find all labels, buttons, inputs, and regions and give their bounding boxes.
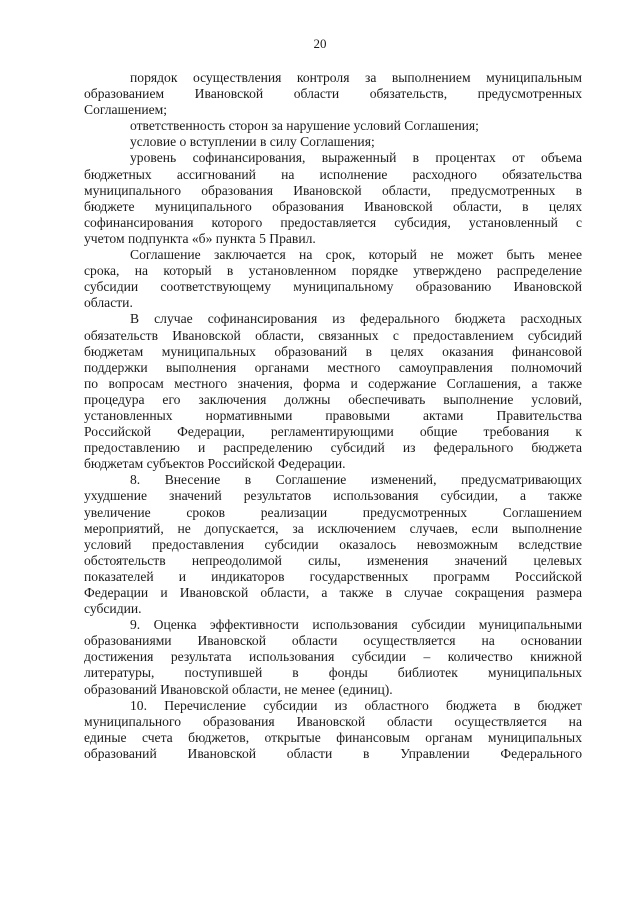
- text-line: образований Ивановской области, не менее (единиц).: [84, 681, 393, 697]
- text-line: 10. Перечисление субсидии из областного бюджета в бюджет: [130, 697, 582, 713]
- text-line: ответственность сторон за нарушение условий Соглашения;: [130, 118, 479, 134]
- text-line: субсидии соответствующему муниципальному образованию Ивановской: [84, 279, 582, 295]
- text-line: по вопросам местного значения, форма и содержание Соглашения, а также: [84, 375, 582, 391]
- text-line: условие о вступлении в силу Соглашения;: [130, 134, 375, 150]
- text-line: мероприятий, не допускается, за исключением случаев, если выполнение: [84, 520, 582, 536]
- text-line: уровень софинансирования, выраженный в процентах от объема: [130, 150, 582, 166]
- text-line: условий предоставления субсидии оказалось невозможным вследствие: [84, 536, 582, 552]
- text-line: Соглашением;: [84, 102, 168, 118]
- text-line: обязательств Ивановской области, связанных с предоставлением субсидий: [84, 327, 582, 343]
- text-line: муниципального образования Ивановской области осуществляется на: [84, 713, 582, 729]
- text-line: муниципального образования Ивановской области, предусмотренных в: [84, 182, 582, 198]
- text-line: обстоятельств непреодолимой силы, изменения значений целевых: [84, 552, 582, 568]
- text-line: бюджете муниципального образования Ивановской области, в целях: [84, 198, 582, 214]
- text-line: литературы, поступившей в фонды библиотек муниципальных: [84, 665, 582, 681]
- text-line: 8. Внесение в Соглашение изменений, предусматривающих: [130, 472, 582, 488]
- text-line: установленных нормативными правовыми актами Правительства: [84, 407, 582, 423]
- text-line: единые счета бюджетов, открытые финансовым органам муниципальных: [84, 729, 582, 745]
- text-line: В случае софинансирования из федерального бюджета расходных: [130, 311, 582, 327]
- text-line: области.: [84, 295, 133, 311]
- text-line: субсидии.: [84, 601, 142, 617]
- page-number: 20: [313, 36, 327, 51]
- text-line: образований Ивановской области в Управлении Федерального: [84, 745, 582, 761]
- text-line: срока, на который в установленном порядке утверждено распределение: [84, 263, 582, 279]
- text-line: софинансирования которого предоставляется субсидия, установленный с: [84, 214, 582, 230]
- text-line: Федерации и Ивановской области, а также в случае сокращения размера: [84, 585, 582, 600]
- text-line: образованием Ивановской области обязательств, предусмотренных: [84, 86, 582, 102]
- text-line: образованиями Ивановской области осуществляется на основании: [84, 633, 582, 649]
- text-line: порядок осуществления контроля за выполнением муниципальным: [130, 70, 582, 85]
- text-line: ухудшение значений результатов использования субсидии, а также: [84, 488, 582, 504]
- text-line: поддержки выполнения органами местного самоуправления полномочий: [84, 359, 582, 375]
- text-line: показателей и индикаторов государственных программ Российской: [84, 568, 582, 584]
- document-body: [84, 70, 582, 762]
- text-line: 9. Оценка эффективности использования субсидии муниципальными: [130, 617, 582, 633]
- text-line: Соглашение заключается на срок, который не может быть менее: [130, 247, 582, 263]
- text-line: увеличение сроков реализации предусмотренных Соглашением: [84, 504, 582, 520]
- text-line: бюджетам субъектов Российской Федерации.: [84, 456, 346, 472]
- text-line: бюджетам муниципальных образований в целях оказания финансовой: [84, 343, 582, 359]
- text-line: бюджетных ассигнований на исполнение расходного обязательства: [84, 166, 582, 182]
- text-line: Российской Федерации, регламентирующими общие требования к: [84, 424, 582, 440]
- text-line: процедура его заключения должны обеспечивать выполнение условий,: [84, 391, 582, 407]
- text-line: предоставлению и распределению субсидий из федерального бюджета: [84, 440, 582, 456]
- text-line: достижения результата использования субсидии – количество книжной: [84, 649, 582, 665]
- text-line: учетом подпункта «б» пункта 5 Правил.: [84, 230, 316, 246]
